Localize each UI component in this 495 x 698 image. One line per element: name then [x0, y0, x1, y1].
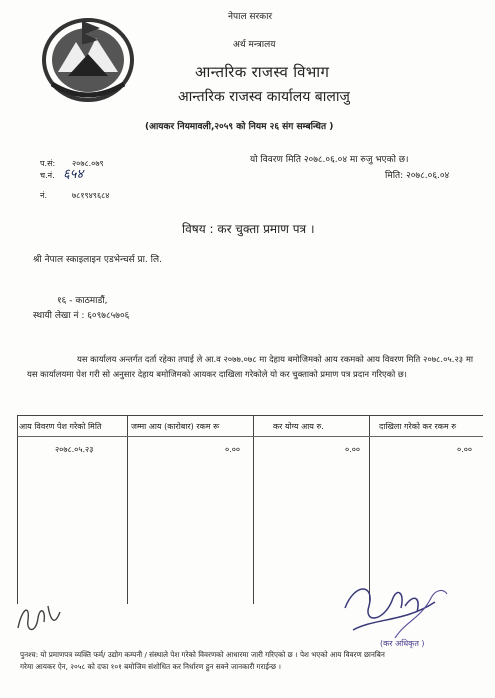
table-cell-tax-paid: ०.०० — [457, 445, 473, 454]
government-name: नेपाल सरकार — [228, 12, 273, 22]
footer-note-line2: गरेमा आयकर ऐन, २०५८ को दफा १०१ बमोजिम संशोधित कर निर्धारण हुन सक्ने जानकारी गराईन्छ । — [20, 662, 282, 671]
officer-signature-stamp-icon — [335, 578, 455, 642]
table-cell-taxable-income: ०.०० — [345, 445, 361, 454]
ps-label: प.सं: — [40, 159, 56, 168]
government-emblem-icon — [38, 14, 138, 102]
certificate-body: यस कार्यालय अन्तर्गत दर्ता रहेका तपाई ले आ.व २०७७.०७८ मा देहाय बमोजिमको आय रकमको आय विवरण मिति २०७८.०५.२३ मा यस कार्यालयमा पेश गरी सो अनुसार देहाय बमोजिमको आयकर दाखिला गरेकोले यो कर चुक्ताको प्रमाण पत्र प्रदान गरिएको छ। — [27, 354, 473, 379]
rule-note: (आयकर नियमावली,२०५९ को नियम २६ संग सम्बन्धित ) — [145, 122, 334, 132]
verification-line: यो विवरण मिति २०७८.०६.०४ मा रुजु भएको छ। — [250, 155, 409, 165]
table-header-total-income: जम्मा आय (कारोबार) रकम रू — [131, 422, 220, 431]
issue-date: मिति: २०७८.०६.०४ — [385, 171, 450, 181]
cn-value: ६५४ — [63, 167, 84, 182]
subject-line: विषय : कर चुक्ता प्रमाण पत्र । — [182, 222, 315, 236]
ps-value: २०७८.०७९ — [72, 159, 104, 168]
recipient-name: श्री नेपाल स्काइलाइन एडभेन्चर्स प्रा. लि. — [33, 255, 162, 265]
tax-officer-label: (कर अधिकृत ) — [380, 639, 425, 648]
n-label: नं. — [40, 191, 47, 200]
table-header-submission-date: आय विवरण पेश गरेको मिति — [19, 422, 102, 431]
ministry-name: अर्थ मन्त्रालय — [233, 40, 276, 50]
table-column-border — [17, 416, 18, 604]
table-column-border — [253, 416, 254, 604]
table-column-border — [127, 416, 128, 604]
office-name: आन्तरिक राजस्व कार्यालय बालाजु — [178, 89, 350, 105]
table-cell-total-income: ०.०० — [225, 445, 241, 454]
recipient-address: १६ - काठमाडौं, — [57, 296, 108, 306]
footer-note-line1: पुनश्च: यो प्रमाणपत्र व्यक्ति फर्म/ उद्योग कम्पनी / संस्थाले पेश गरेको विवरणको आधारमा जारी गरिएको छ । पेश भएको आय विवरण छानबिन — [20, 650, 385, 659]
table-column-border — [369, 416, 370, 604]
table-header-divider — [17, 436, 483, 437]
table-header-tax-paid: दाखिला गरेको कर रकम रु — [379, 422, 456, 431]
tax-table — [17, 415, 483, 604]
table-header-taxable-income: कर योग्य आय रु. — [273, 422, 324, 431]
n-value: ७८१९४९६८४ — [72, 191, 110, 200]
signature-initials-icon — [14, 598, 66, 638]
table-cell-submission-date: २०७८.०५.२३ — [55, 445, 94, 454]
recipient-pan: स्थायी लेखा नं : ६०९७८५७०६ — [33, 311, 130, 321]
cn-label: च.नं. — [40, 171, 55, 180]
department-name: आन्तरिक राजस्व विभाग — [195, 63, 330, 81]
